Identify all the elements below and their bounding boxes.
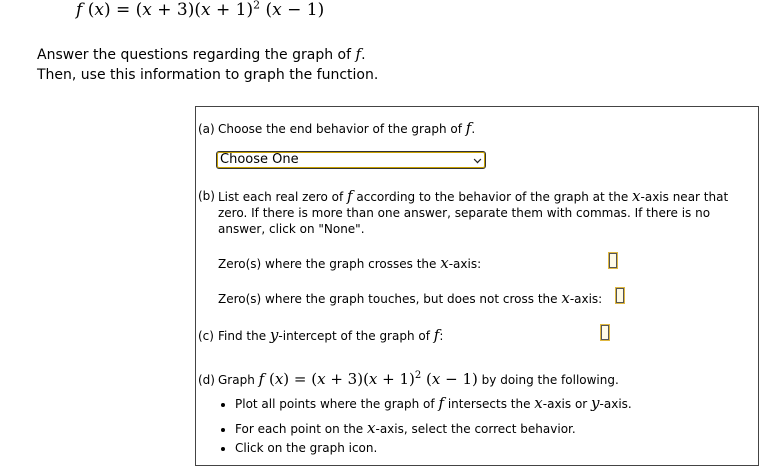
instruction-line-2: Then, use this information to graph the function.: [37, 67, 379, 83]
y-intercept-input[interactable]: [601, 325, 609, 340]
touches-label: Zero(s) where the graph touches, but does not cross the x-axis:: [218, 289, 603, 307]
question-panel: [195, 106, 759, 466]
part-b-label-wrap: [198, 188, 218, 204]
crosses-label: Zero(s) where the graph crosses the x-axis:: [218, 254, 482, 272]
list-item: • Plot all points where the graph of f intersects the x-axis or y-axis.: [235, 391, 632, 416]
part-c-question: (c) Find the y-intercept of the graph of f:: [198, 326, 444, 344]
instruction-line-1: Answer the questions regarding the graph of f.: [37, 45, 366, 63]
graph-steps-list: [218, 391, 632, 455]
end-behavior-select[interactable]: Choose One: [216, 151, 486, 169]
list-item: • For each point on the x-axis, select the correct behavior.: [235, 416, 632, 441]
part-d-question: (d) Graph f $(x) = (x + 3)(x + 1)^2$ (x − 1) by doing the following.: [198, 370, 619, 388]
touches-zeros-input[interactable]: [616, 288, 624, 303]
chevron-down-icon: [474, 156, 482, 164]
function-header: f $(x) = (x + 3)(x + 1)^2$ (x − 1): [76, 0, 325, 20]
part-a-label: (a): [198, 122, 215, 136]
function-inline: f $(x) = (x + 3)(x + 1)^2$ (x − 1): [258, 370, 478, 388]
crosses-zeros-input[interactable]: [609, 253, 617, 268]
part-b-question: List each real zero of f according to the behavior of the graph at the x-axis near that zero. If there is more than one answer, separate them with commas. If there is no answer, click on "None".: [218, 187, 729, 236]
part-c-label: (c): [198, 329, 214, 343]
instructions: [37, 44, 378, 85]
list-item: • Click on the graph icon.: [235, 441, 632, 455]
part-d-label: (d): [198, 373, 215, 387]
part-b-label: (b): [198, 189, 215, 203]
exponent: 2: [253, 0, 261, 12]
part-a-question: (a) Choose the end behavior of the graph of f.: [198, 119, 476, 137]
